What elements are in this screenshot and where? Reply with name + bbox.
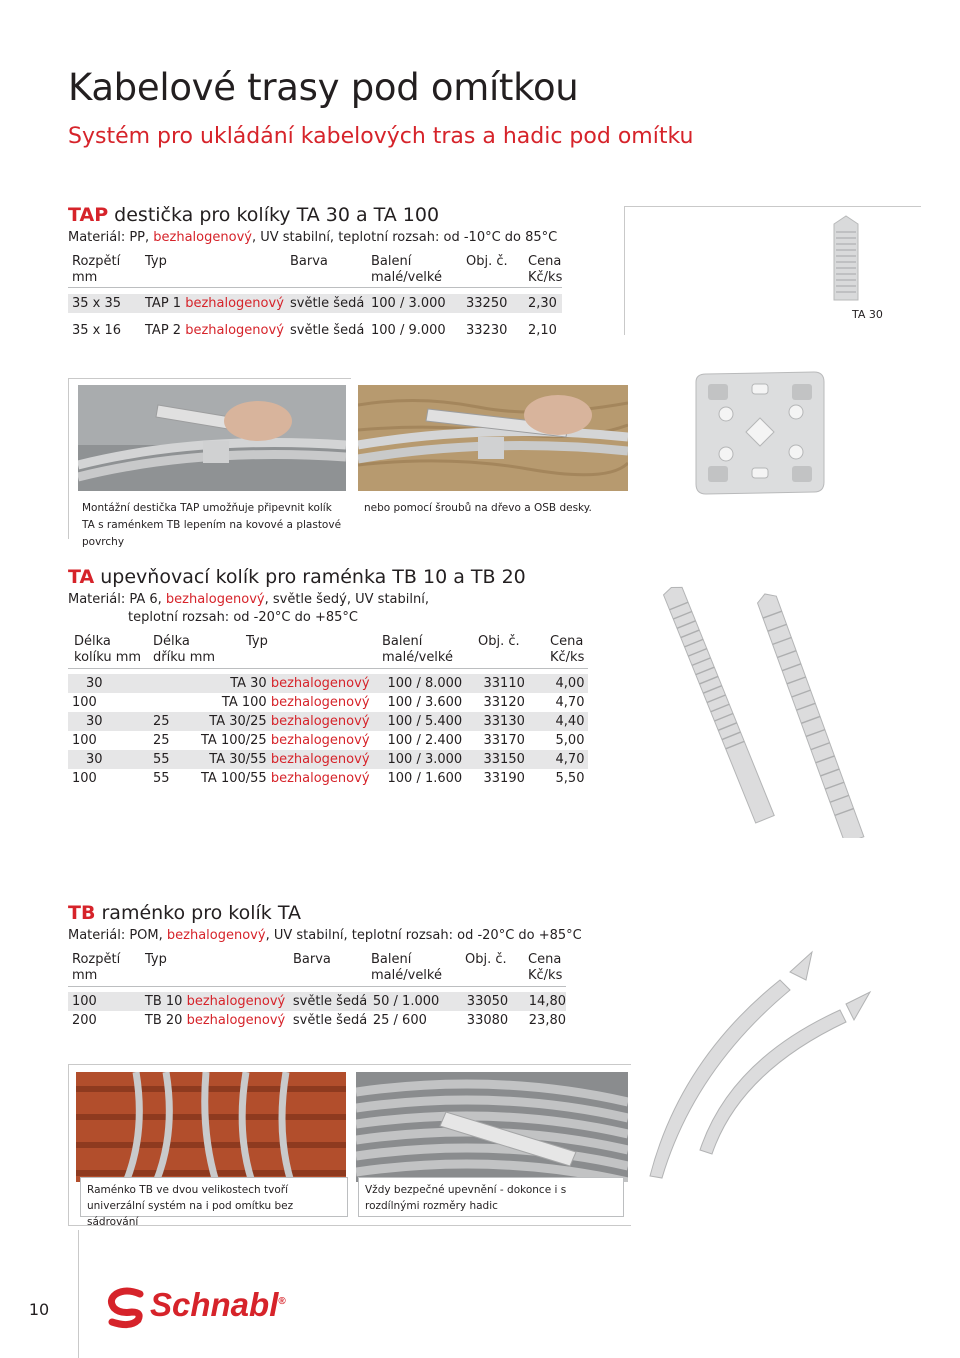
ta-material: Materiál: PA 6, bezhalogenový, světle šedý, UV stabilní,	[68, 592, 429, 607]
schnabl-logo-icon	[104, 1286, 148, 1330]
ta-table-header	[68, 634, 588, 668]
tap-caption-left: Montážní destička TAP umožňuje připevnit kolík TA s raménkem TB lepením na kovové a plastové povrchy	[82, 502, 342, 548]
tap-table	[68, 294, 562, 340]
ta-title-text: upevňovací kolík pro raménka TB 10 a TB 20	[94, 566, 526, 588]
ta-dowels-image	[660, 578, 880, 838]
divider	[68, 668, 588, 669]
page-divider	[78, 1230, 79, 1358]
table-row: 35 x 16 TAP 2 bezhalogenový světle šedá 100 / 9.000 33230 2,10	[72, 323, 557, 338]
tb-title-text: raménko pro kolík TA	[95, 902, 301, 924]
ta30-dowel-image	[826, 214, 866, 304]
col-typ: Typ	[145, 952, 167, 967]
col-barva: Barva	[293, 952, 331, 967]
tap-plate-image	[690, 368, 830, 498]
col-baleni: Balení malé/velké	[371, 254, 442, 285]
tap-section-title	[68, 204, 439, 226]
page-title: Kabelové trasy pod omítkou	[68, 66, 579, 109]
table-row: 100 25 TA 100/25 bezhalogenový 100 / 2.400 33170 5,00	[72, 733, 585, 748]
ta-material-line2: teplotní rozsah: od -20°C do +85°C	[128, 610, 358, 625]
tb-table-header	[68, 952, 566, 986]
ta-table	[68, 674, 588, 788]
col-cena: Cena Kč/ks	[528, 952, 563, 983]
tb-code: TB	[68, 902, 96, 924]
ta-code: TA	[68, 566, 95, 588]
tap-material: Materiál: PP, bezhalogenový, UV stabilní, teplotní rozsah: od -10°C do 85°C	[68, 230, 558, 245]
tap-code: TAP	[68, 204, 109, 226]
tb-photo-bricks	[76, 1072, 346, 1182]
col-obj: Obj. č.	[465, 952, 507, 967]
tb-section-title	[68, 902, 301, 924]
table-row: 100 TA 100 bezhalogenový 100 / 3.600 33120 4,70	[72, 695, 585, 710]
table-row: 100 TB 10 bezhalogenový světle šedá 50 / 1.000 33050 14,80	[68, 992, 566, 1011]
table-row: 30 25 TA 30/25 bezhalogenový 100 / 5.400 33130 4,40	[68, 712, 588, 731]
col-cena: Cena Kč/ks	[528, 254, 563, 285]
tb-photo-hoses	[356, 1072, 628, 1182]
tap-caption-right: nebo pomocí šroubů na dřevo a OSB desky.	[364, 502, 592, 514]
col-typ: Typ	[145, 254, 167, 269]
table-row: 200 TB 20 bezhalogenový světle šedá 25 / 600 33080 23,80	[72, 1013, 566, 1028]
divider	[68, 986, 566, 987]
col-baleni: Balení malé/velké	[371, 952, 442, 983]
ta30-label: TA 30	[852, 308, 883, 321]
tap-photo-wood	[358, 385, 628, 491]
tb-caption-right: Vždy bezpečné upevnění - dokonce i s rozdílnými rozměry hadic	[358, 1177, 624, 1217]
table-row: 30 55 TA 30/55 bezhalogenový 100 / 3.000 33150 4,70	[68, 750, 588, 769]
page-subtitle: Systém pro ukládání kabelových tras a hadic pod omítku	[68, 124, 694, 149]
tap-title-text: destička pro kolíky TA 30 a TA 100	[108, 204, 440, 226]
tb-table	[68, 992, 566, 1030]
tb-material: Materiál: POM, bezhalogenový, UV stabilní, teplotní rozsah: od -20°C do +85°C	[68, 928, 582, 943]
table-row: 35 x 35 TAP 1 bezhalogenový světle šedá 100 / 3.000 33250 2,30	[68, 294, 562, 313]
col-obj: Obj. č.	[478, 634, 520, 649]
col-obj: Obj. č.	[466, 254, 508, 269]
schnabl-logo: Schnabl®	[150, 1286, 286, 1323]
col-delka-koliku: Délka kolíku mm	[74, 634, 142, 665]
page-number: 10	[28, 1300, 50, 1319]
tb-arms-image	[640, 950, 880, 1180]
ta-section-title	[68, 566, 526, 588]
tap-photo-metal	[78, 385, 346, 491]
col-barva: Barva	[290, 254, 328, 269]
col-rozpeti: Rozpětí mm	[72, 952, 121, 983]
table-row: 100 55 TA 100/55 bezhalogenový 100 / 1.600 33190 5,50	[72, 771, 585, 786]
col-baleni: Balení malé/velké	[382, 634, 453, 665]
col-cena: Cena Kč/ks	[550, 634, 585, 665]
col-typ: Typ	[246, 634, 268, 649]
col-delka-driku: Délka dříku mm	[153, 634, 216, 665]
divider	[68, 287, 562, 288]
col-rozpeti: Rozpětí mm	[72, 254, 121, 285]
tb-caption-left: Raménko TB ve dvou velikostech tvoří univerzální systém na i pod omítku bez sádrování	[80, 1177, 348, 1217]
table-row: 30 TA 30 bezhalogenový 100 / 8.000 33110 4,00	[68, 674, 588, 693]
